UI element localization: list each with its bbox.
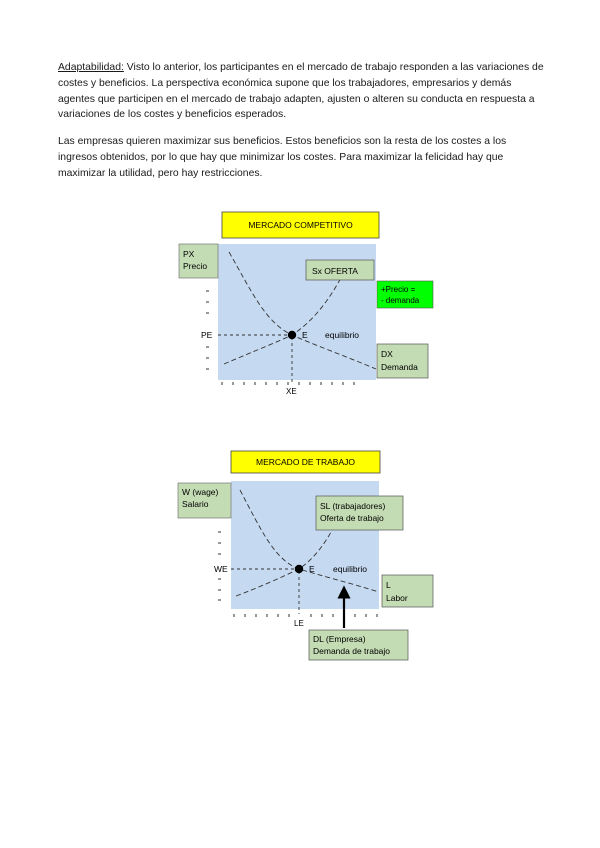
chart-mercado-competitivo: [179, 212, 433, 396]
chart1-xe-label: XE: [286, 387, 297, 396]
chart1-equilibrium-point: [288, 331, 296, 339]
chart2-le-label: LE: [294, 619, 304, 628]
adaptabilidad-text: Visto lo anterior, los participantes en el mercado de trabajo responden a las variaciones de costes y beneficios. La perspectiva económica supone que los trabajadores, empresarios y demás agentes que participen en el mercado de trabajo adapten, ajusten o alteren su conducta en respuesta a variaciones de los costes y beneficios esperados.: [58, 62, 544, 121]
chart1-title: MERCADO COMPETITIVO: [248, 220, 353, 230]
chart1-demand-label-1: DX: [381, 349, 393, 359]
chart2-demand-label-1: DL (Empresa): [313, 634, 366, 644]
chart1-equilibrium-text: equilibrio: [325, 330, 360, 340]
chart2-demand-label-2: Demanda de trabajo: [313, 646, 391, 656]
chart2-equilibrium-text: equilibrio: [333, 564, 368, 574]
chart1-note-line2: - demanda: [381, 296, 420, 305]
chart1-y-label-1: PX: [183, 249, 195, 259]
chart1-x-ticks: [222, 382, 354, 385]
chart2-title: MERCADO DE TRABAJO: [255, 457, 356, 467]
chart2-supply-label-1: SL (trabajadores): [320, 501, 386, 511]
chart1-e-label: E: [302, 330, 308, 340]
chart2-we-label: WE: [214, 564, 228, 574]
chart1-supply-label: Sx OFERTA: [312, 266, 358, 276]
chart1-demand-label-2: Demanda: [381, 362, 418, 372]
chart1-pe-label: PE: [201, 330, 213, 340]
chart2-supply-label-2: Oferta de trabajo: [320, 513, 384, 523]
chart2-x-axis-label-1: L: [386, 580, 391, 590]
chart-mercado-de-trabajo: [178, 451, 433, 660]
chart1-note-line1: +Precio =: [381, 285, 416, 294]
chart2-x-ticks: [234, 614, 377, 617]
adaptabilidad-heading: Adaptabilidad:: [58, 62, 124, 74]
chart2-y-label-1: W (wage): [182, 487, 219, 497]
chart2-e-label: E: [309, 564, 315, 574]
chart1-y-label-2: Precio: [183, 261, 208, 271]
chart2-equilibrium-point: [295, 565, 303, 573]
chart2-y-label-2: Salario: [182, 499, 209, 509]
paragraph-empresas: Las empresas quieren maximizar sus beneficios. Estos beneficios son la resta de los costes a los ingresos obtenidos, por lo que hay que minimizar los costes. Para maximizar la felicidad hay que maximizar la utilidad, pero hay restricciones.: [58, 136, 507, 179]
chart2-x-axis-label-2: Labor: [386, 593, 408, 603]
